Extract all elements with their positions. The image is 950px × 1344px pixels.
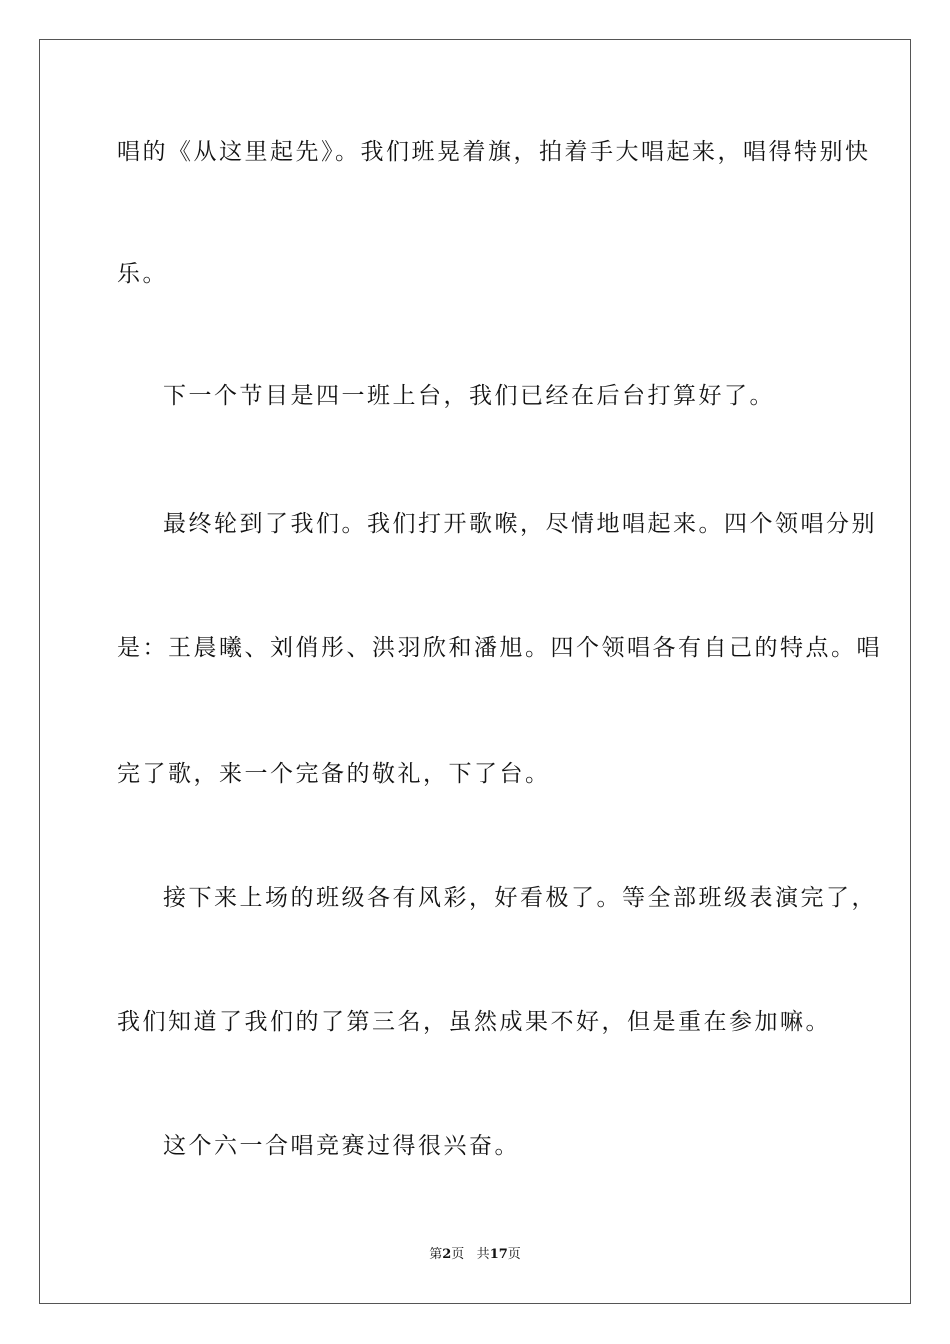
page-number: 2 (442, 1247, 452, 1262)
text-line: 是：王晨曦、刘俏彤、洪羽欣和潘旭。四个领唱各有自己的特点。唱 (117, 635, 882, 661)
text-line: 乐。 (117, 261, 168, 287)
total-prefix: 共 (476, 1247, 490, 1262)
total-pages: 17 (489, 1247, 508, 1262)
page-frame (39, 39, 911, 1304)
page-suffix: 页 (451, 1247, 465, 1262)
total-suffix: 页 (507, 1247, 521, 1262)
page-footer (0, 1246, 950, 1264)
text-line: 唱的《从这里起先》。我们班晃着旗，拍着手大唱起来，唱得特别快 (117, 139, 871, 165)
paragraph-line: 接下来上场的班级各有风彩，好看极了。等全部班级表演完了， (163, 885, 877, 911)
text-line: 我们知道了我们的了第三名，虽然成果不好，但是重在参加嘛。 (117, 1009, 831, 1035)
text-line: 完了歌，来一个完备的敬礼，下了台。 (117, 761, 551, 787)
paragraph-line: 这个六一合唱竞赛过得很兴奋。 (163, 1133, 520, 1159)
paragraph-line: 下一个节目是四一班上台，我们已经在后台打算好了。 (163, 383, 775, 409)
page-prefix: 第 (429, 1247, 443, 1262)
paragraph-line: 最终轮到了我们。我们打开歌喉，尽情地唱起来。四个领唱分别 (163, 511, 877, 537)
